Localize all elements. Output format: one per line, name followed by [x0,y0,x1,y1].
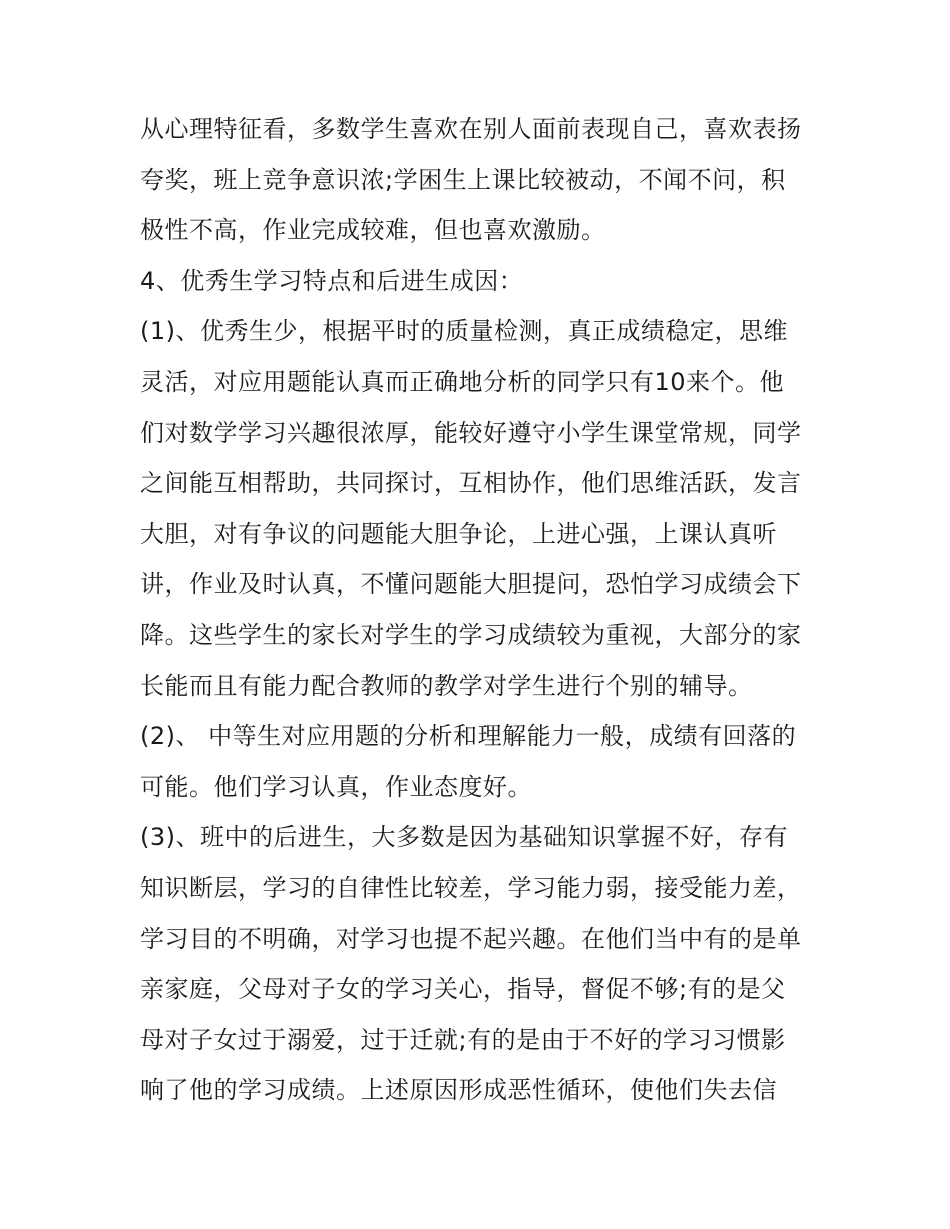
text-line: 之间能互相帮助，共同探讨，互相协作，他们思维活跃，发言 [140,469,802,498]
text-line: 从心理特征看，多数学生喜欢在别人面前表现自己，喜欢表扬 [140,115,802,143]
text-line: 极性不高，作业完成较难，但也喜欢激励。 [140,216,606,245]
text-line: (2)、 中等生对应用题的分析和理解能力一般，成绩有回落的 [140,722,797,751]
text-line: 学习目的不明确，对学习也提不起兴趣。在他们当中有的是单 [140,924,802,953]
text-line: 大胆，对有争议的问题能大胆争论，上进心强，上课认真听 [140,519,777,548]
text-line: 响了他的学习成绩。上述原因形成恶性循环，使他们失去信 [140,1076,777,1105]
text-line: 夸奖，班上竞争意识浓;学困生上课比较被动，不闻不问，积 [140,165,786,194]
text-line: 们对数学学习兴趣很浓厚，能较好遵守小学生课堂常规，同学 [140,418,802,447]
text-line: 讲，作业及时认真，不懂问题能大胆提问，恐怕学习成绩会下 [140,570,802,599]
text-line: 知识断层，学习的自律性比较差，学习能力弱，接受能力差， [140,873,802,902]
section-heading: 4、优秀生学习特点和后进生成因： [140,266,524,295]
text-line: 亲家庭，父母对子女的学习关心，指导，督促不够;有的是父 [140,975,786,1004]
text-line: 可能。他们学习认真，作业态度好。 [140,772,532,801]
text-line: (3)、班中的后进生，大多数是因为基础知识掌握不好，存有 [140,823,788,852]
document-body [140,104,820,1116]
text-line: 灵活，对应用题能认真而正确地分析的同学只有10来个。他 [140,367,785,396]
text-line: (1)、优秀生少，根据平时的质量检测，真正成绩稳定，思维 [140,317,788,346]
text-line: 母对子女过于溺爱，过于迁就;有的是由于不好的学习习惯影 [140,1025,786,1054]
text-line: 降。这些学生的家长对学生的学习成绩较为重视，大部分的家 [140,620,802,649]
text-line: 长能而且有能力配合教师的教学对学生进行个别的辅导。 [140,671,753,700]
